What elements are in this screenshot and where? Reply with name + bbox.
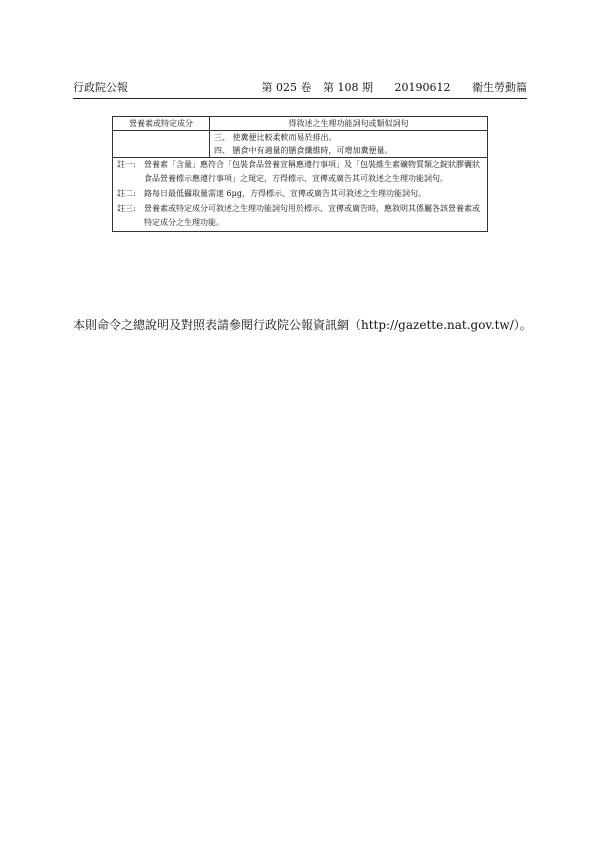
note-label: 註二:	[117, 189, 136, 198]
note-text: 鉻每日最低攝取量需達 6μg，方得標示、宣傳或廣告其可敘述之生理功能詞句。	[144, 189, 426, 198]
note-item	[117, 202, 483, 230]
issue-info	[254, 79, 528, 97]
nutrient-claims-table	[112, 116, 488, 232]
column-header-claims: 得敘述之生理功能詞句或類似詞句	[210, 117, 488, 131]
note-label: 註三:	[117, 204, 136, 213]
page-header	[73, 79, 527, 97]
note-label: 註一:	[117, 160, 136, 169]
claims-cell	[210, 131, 488, 158]
notes-cell	[113, 158, 488, 232]
volume-number: 第 025 卷	[261, 81, 312, 94]
section-name: 衛生勞動篇	[472, 81, 527, 94]
nutrient-cell	[113, 131, 210, 158]
notes-row	[113, 158, 488, 232]
issue-date: 20190612	[394, 81, 451, 94]
table-header-row	[113, 117, 488, 131]
note-item	[117, 158, 483, 186]
note-text: 營養素或特定成分可敘述之生理功能詞句用於標示、宣傳或廣告時，應敘明其係屬各該營養素或特定成分之生理功能。	[144, 204, 480, 227]
nutrient-claims-table-wrapper	[112, 116, 488, 232]
issue-number: 第 108 期	[323, 81, 373, 94]
gazette-title: 行政院公報	[73, 81, 128, 94]
note-item	[117, 187, 483, 201]
column-header-nutrient: 營養素或特定成分	[113, 117, 210, 131]
claim-item: 三、 使糞便比較柔軟而易於排出。	[214, 133, 337, 142]
note-text: 營養素「含量」應符合「包裝食品營養宣稱應遵行事項」及「包裝維生素礦物質類之錠狀膠囊狀食品營養標示應遵行事項」之規定，方得標示、宣傳或廣告其可敘述之生理功能詞句。	[144, 160, 480, 183]
table-row	[113, 131, 488, 158]
claim-item: 四、 膳食中有適量的膳食纖維時，可增加糞便量。	[214, 146, 393, 155]
reference-note: 本則命令之總說明及對照表請參閱行政院公報資訊網（http://gazette.nat.gov.tw/）。	[73, 318, 532, 332]
header-divider	[73, 98, 527, 99]
